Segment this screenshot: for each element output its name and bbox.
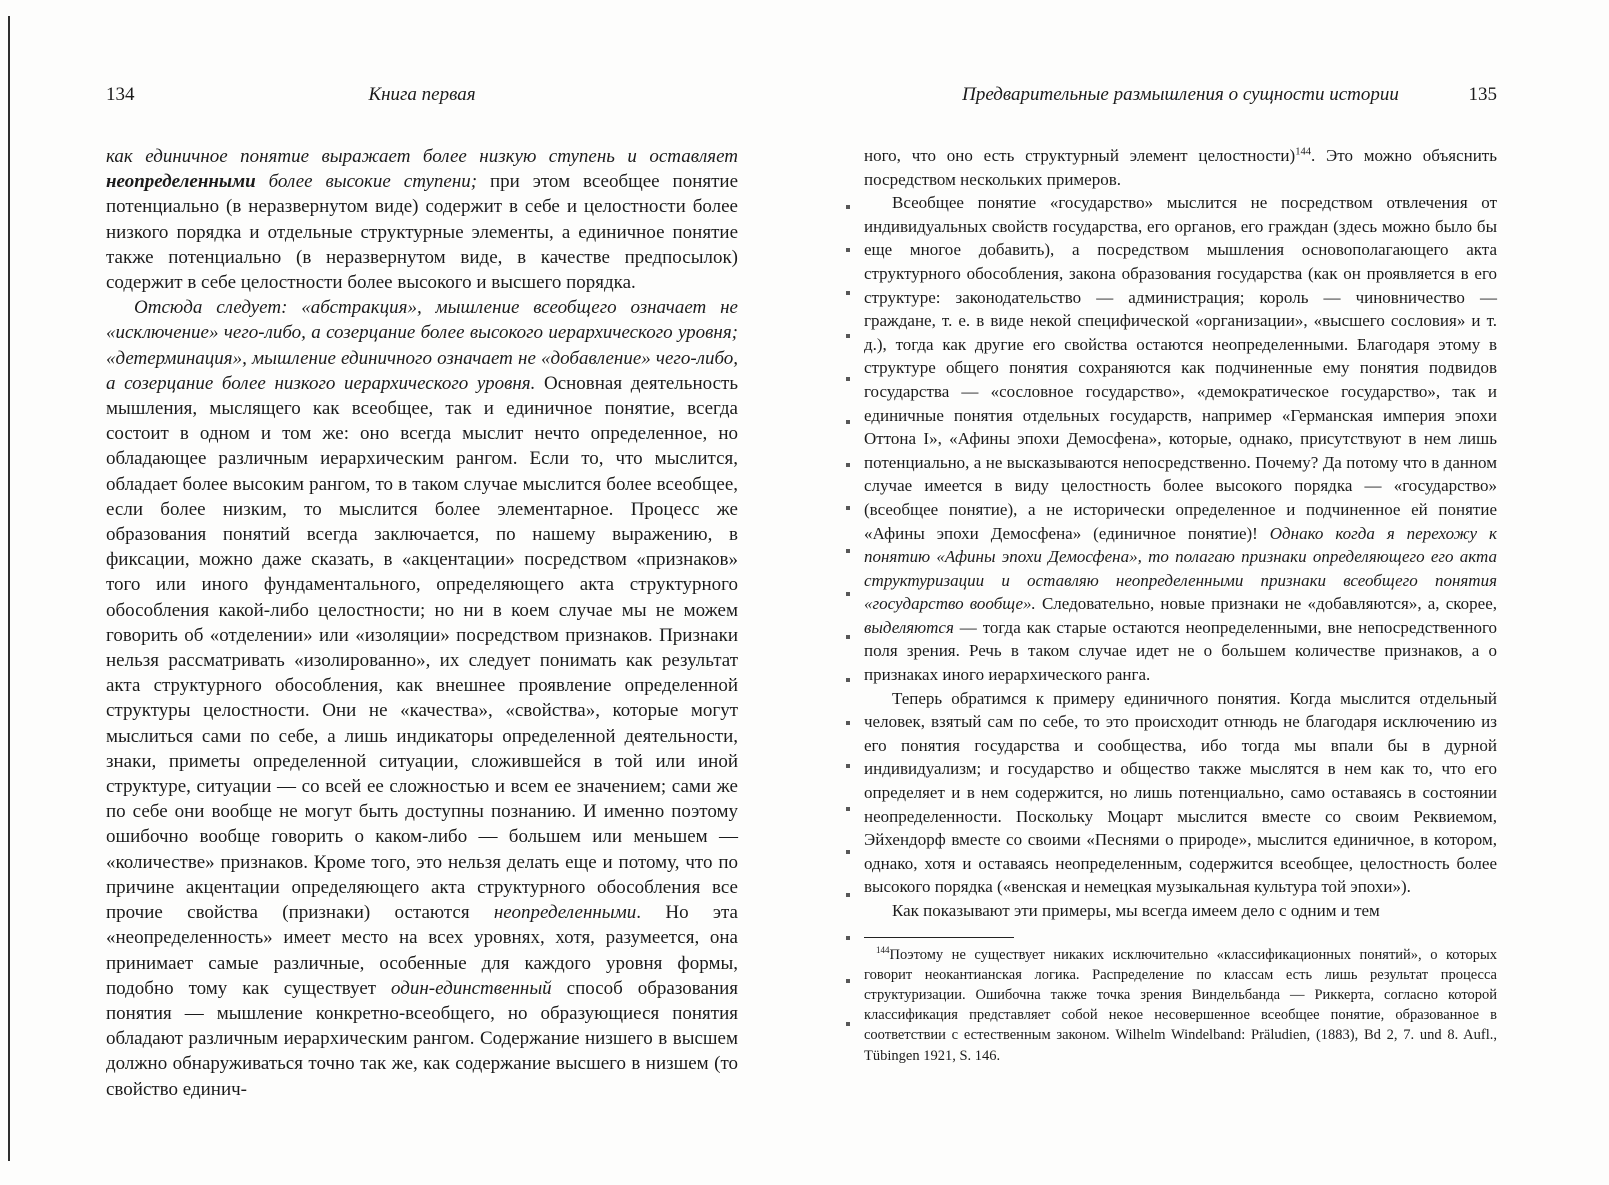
paragraph: Всеобщее понятие «государство» мыслится не посредством отвлечения от индивидуальных свойств государства, его органов, его граждан (здесь можно было бы еще многое добавить), а посредством мышления основополагающего акта структурного обособления, закона образования государства (как он проявляется в его структуре: законодательство — администрация; король — чиновничество — граждане, т. е. в виде некой специфической «организации», «высшего сословия» и т. д.), тогда как другие его свойства остаются неопределенными. Благодаря этому в структуре общего понятия сохраняются как подчиненные ему понятия подвидов государства — «сословное государство», «демократическое государство», так и единичные понятия отдельных государств, например «Германская империя эпохи Оттона I», «Афины эпохи Демосфена», которые, однако, присутствуют в нем лишь потенциально, а не высказываются непосредственно. Почему? Да потому что в данном случае имеется в виду целостность более высокого порядка — «государство» (всеобщее понятие), а не исторически определенное и подчиненное ей понятие «Афины эпохи Демосфена» (единичное понятие)! Однако когда я перехожу к понятию «Афины эпохи Демосфена», то полагаю признаки определяющего его акта структуризации и оставляю неопределенными признаки всеобщего понятия «государство вообще». Следовательно, новые признаки не «добавляются», а, скорее, выделяются — тогда как старые остаются неопределенными, вне непосредственного поля зрения. Речь в таком случае идет не о большем количестве признаков, а о признаках иного иерархического ранга. xyxy=(864,193,1497,685)
paragraph: как единичное понятие выражает более низкую ступень и оставляет неопределенными более высокие ступени; при этом всеобщее понятие потенциально (в неразвернутом виде) содержит в себе и целостности более низкого порядка и отдельные структурные элементы, а единичное понятие также потенциально (в неразвернутом виде, в качестве предпосылок) содержит в себе целостности более высокого и высшего порядка. xyxy=(106,146,739,294)
footnote-rule xyxy=(864,937,1014,938)
right-running-title: Предварительные размышления о сущности истории xyxy=(962,84,1399,105)
left-body-text xyxy=(106,144,738,1102)
right-running-head xyxy=(864,82,1497,108)
left-running-title: Книга первая xyxy=(368,84,476,105)
binding-dots xyxy=(846,205,850,1045)
left-page xyxy=(106,82,738,1102)
paragraph: ного, что оно есть структурный элемент целостности)$^{144}$. Это можно объяснить посредством нескольких примеров. xyxy=(864,146,1497,189)
right-page-number: 135 xyxy=(1468,84,1497,105)
right-body-text xyxy=(864,144,1497,923)
page-edge-line xyxy=(8,16,10,1161)
right-page xyxy=(864,82,1497,1066)
paragraph: Теперь обратимся к примеру единичного понятия. Когда мыслится отдельный человек, взятый сам по себе, то это происходит отнюдь не благодаря исключению из его понятия государства и сообщества, ибо тогда мы впали бы в дурной индивидуализм; и государство и общество также мыслятся в нем как то, что его определяет и в нем содержится, но лишь потенциально, само оставаясь в состоянии неопределенности. Поскольку Моцарт мыслится вместе со своим Реквиемом, Эйхендорф вместе со своими «Песнями о природе», мыслится единичное, в котором, однако, хотя и оставаясь неопределенным, содержится всеобщее, целостность более высокого порядка («венская и немецкая музыкальная культура той эпохи»). xyxy=(864,688,1497,897)
footnote-text: $^{144}$Поэтому не существует никаких исключительно «классификационных понятий», о которых говорит неокантианская логика. Распределение по классам есть лишь результат процесса структуризации. Ошибочна также точка зрения Виндельбанда — Риккерта, согласно которой классификация представляет собой некое несовершенное всеобщее понятие, образованное в соответствии с естественным законом. Wilhelm Windelband: Präludien, (1883), Bd 2, 7. und 8. Aufl., Tübingen 1921, S. 146. xyxy=(864,944,1497,1064)
paragraph: Как показывают эти примеры, мы всегда имеем дело с одним и тем xyxy=(892,901,1380,920)
paragraph: Отсюда следует: «абстракция», мышление всеобщего означает не «исключение» чего-либо, а созерцание более высокого иерархического уровня; «детерминация», мышление единичного означает не «добавление» чего-либо, а созерцание более низкого иерархического уровня. Основная деятельность мышления, мыслящего как всеобщее, так и единичное понятие, всегда состоит в одном и том же: оно всегда мыслит нечто определенное, но обладающее различным иерархическим рангом. Если то, что мыслится, обладает более высоким рангом, то в таком случае мыслится более всеобщее, если более низким, то мыслится более элементарное. Процесс же образования понятий всегда заключается, по нашему выражению, в фиксации, можно даже сказать, в «акцентации» посредством «признаков» того или иного фундаментального, определяющего акта структурного обособления какой-либо целостности; но ни в коем случае мы не можем говорить об «отделении» или «изоляции» посредством признаков. Признаки нельзя рассматривать «изолированно», их следует понимать как результат акта структурного обособления, как внешнее проявление определенной структуры целостности. Они не «качества», «свойства», которые могут мыслиться сами по себе, а лишь индикаторы определенной деятельности, знаки, приметы определенной ситуации, сложившейся в той или иной структуре, ситуации — со всей ее сложностью и всем ее значением; сами же по себе они вообще не могут быть доступны познанию. И именно поэтому ошибочно вообще говорить о каком-либо — большем или меньшем — «количестве» признаков. Кроме того, это нельзя делать еще и потому, что по причине акцентации определяющего акта структурного обособления все прочие свойства (признаки) остаются неопределенными. Но эта «неопределенность» имеет место на всех уровнях, хотя, разумеется, она принимает самые различные, особенные для каждого уровня формы, подобно тому как существует один-единственный способ образования понятия — мышление конкретно-всеобщего, но образующиеся понятия обладают различным иерархическим рангом. Содержание низшего в высшем должно обнаруживаться точно так же, как содержание высшего в низшем (то свойство единич- xyxy=(106,297,738,1100)
left-running-head xyxy=(106,82,738,108)
left-page-number: 134 xyxy=(106,84,135,105)
